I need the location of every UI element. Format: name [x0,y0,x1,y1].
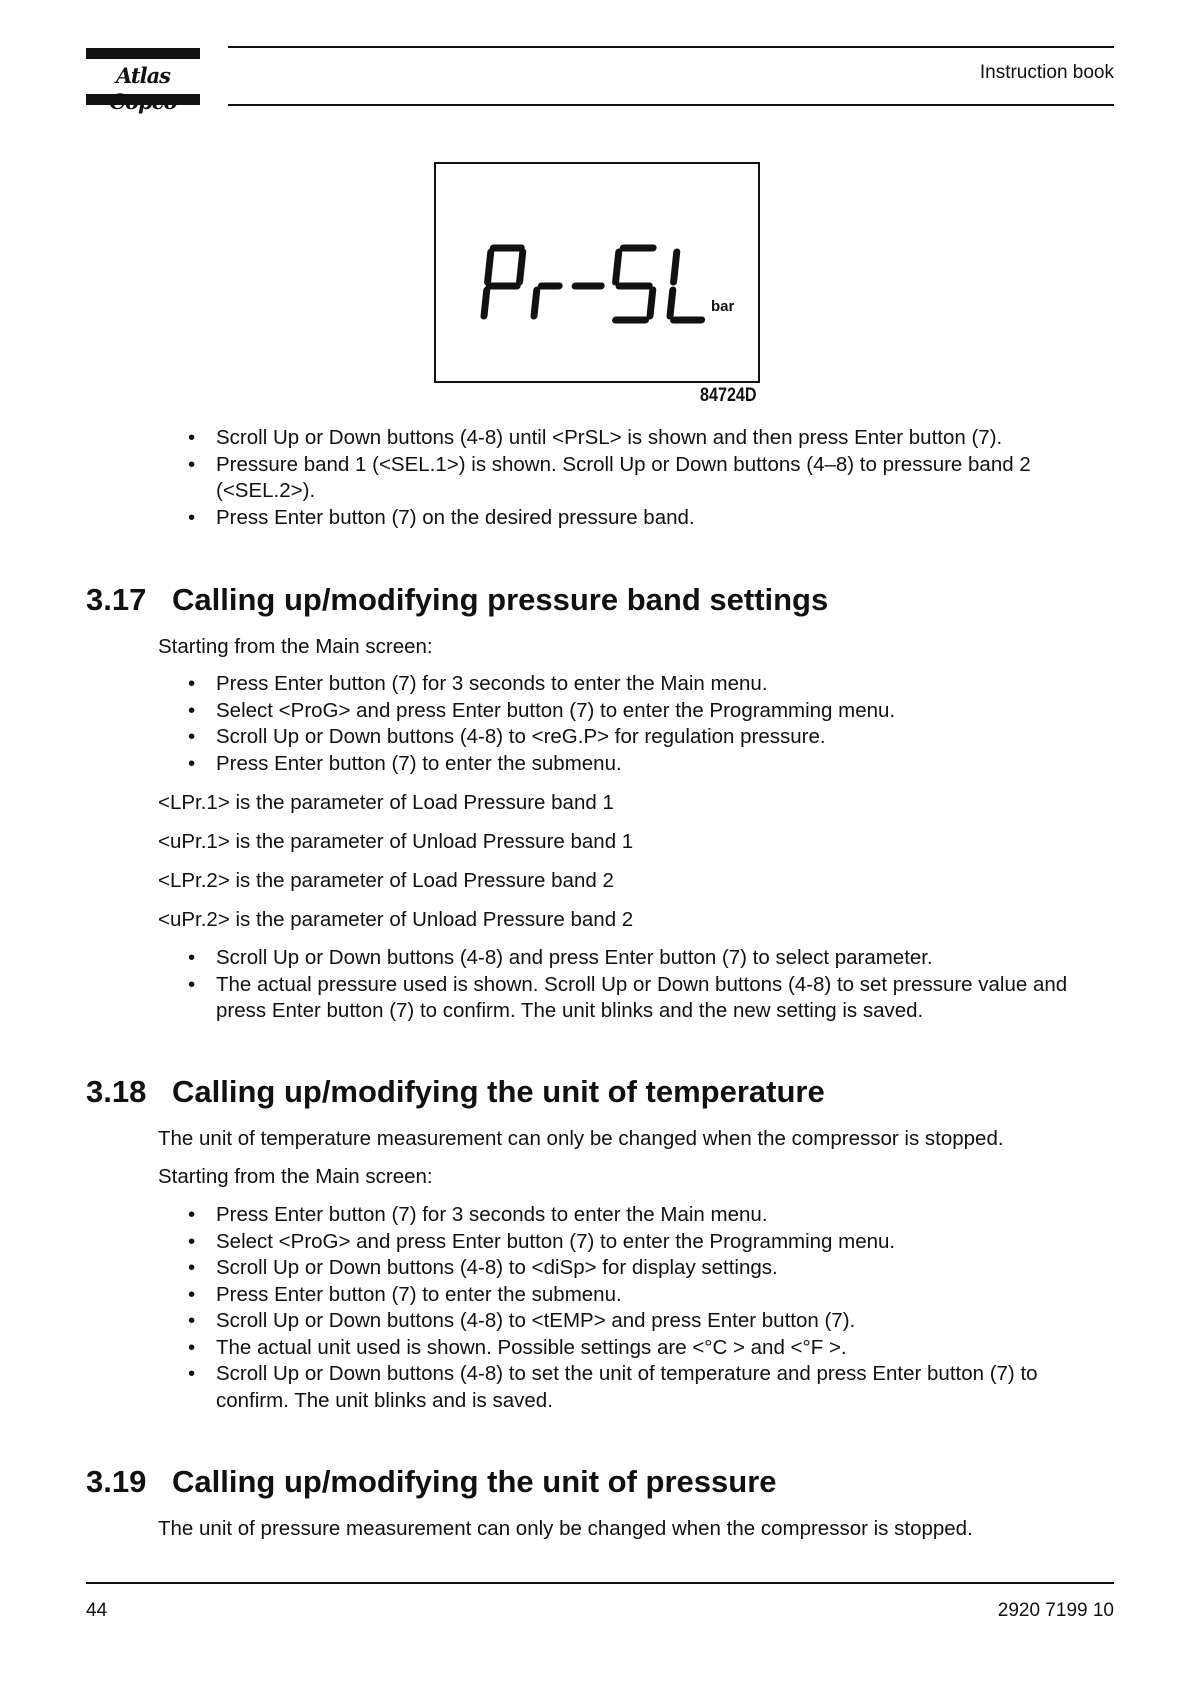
section-3-18-steps [188,1202,1093,1414]
list-item: • Press Enter button (7) for 3 seconds to enter the Main menu. [188,1202,1093,1229]
list-item: • Scroll Up or Down buttons (4-8) and press Enter button (7) to select parameter. [188,945,1093,972]
segment-letter-p [484,248,523,316]
page-number: 44 [86,1600,108,1621]
list-item: • Select <ProG> and press Enter button (7) to enter the Programming menu. [188,1229,1093,1256]
list-item: • Pressure band 1 (<SEL.1>) is shown. Scroll Up or Down buttons (4–8) to pressure band 2 (<SEL.2>). [188,452,1093,505]
header-rule-top [228,46,1114,48]
segment-letter-s [612,248,658,320]
section-heading-3-19 [86,1464,777,1500]
section-heading-3-18 [86,1074,825,1110]
display-unit-label: bar [711,298,735,315]
section-title: Calling up/modifying the unit of pressure [172,1464,777,1499]
list-item: • Press Enter button (7) for 3 seconds to enter the Main menu. [188,671,1093,698]
footer-rule [86,1582,1114,1584]
intro-bullet-list [188,425,1093,531]
segment-letter-r [534,286,559,316]
segment-letter-l [670,252,709,320]
section-3-17-intro: Starting from the Main screen: [158,635,433,658]
list-item: • Scroll Up or Down buttons (4-8) to <reG.P> for regulation pressure. [188,724,1093,751]
section-heading-3-17 [86,582,828,618]
list-item: • Scroll Up or Down buttons (4-8) until <PrSL> is shown and then press Enter button (7). [188,425,1093,452]
header-rule-bottom [228,104,1114,106]
controller-display-figure [434,162,760,383]
list-item: • Scroll Up or Down buttons (4-8) to <diSp> for display settings. [188,1255,1093,1282]
section-number: 3.18 [86,1074,147,1109]
header-title: Instruction book [979,62,1114,83]
section-3-18-intro: Starting from the Main screen: [158,1165,433,1188]
section-3-17-steps [188,671,1093,777]
section-title: Calling up/modifying pressure band settings [172,582,829,617]
list-item: • Press Enter button (7) to enter the submenu. [188,1282,1093,1309]
section-number: 3.17 [86,582,147,617]
list-item: • Scroll Up or Down buttons (4-8) to <tEMP> and press Enter button (7). [188,1308,1093,1335]
list-item: • The actual pressure used is shown. Scroll Up or Down buttons (4-8) to set pressure value and press Enter button (7) to confirm. The unit blinks and the new setting is saved. [188,972,1093,1025]
parameter-line: <LPr.2> is the parameter of Load Pressure band 2 [158,869,614,892]
atlas-copco-logo [86,48,200,105]
figure-code: 84724D [700,385,757,406]
list-item: • Select <ProG> and press Enter button (7) to enter the Programming menu. [188,698,1093,725]
section-number: 3.19 [86,1464,147,1499]
section-title: Calling up/modifying the unit of temperature [172,1074,825,1109]
document-number: 2920 7199 10 [997,1600,1114,1621]
seven-segment-display [436,164,758,381]
brand-name: Atlas [115,63,171,88]
section-3-17-steps-continued [188,945,1093,1025]
list-item: • The actual unit used is shown. Possible settings are <°C > and <°F >. [188,1335,1093,1362]
list-item: • Press Enter button (7) to enter the submenu. [188,751,1093,778]
section-3-19-note: The unit of pressure measurement can only be changed when the compressor is stopped. [158,1517,973,1540]
section-3-18-note: The unit of temperature measurement can only be changed when the compressor is stopped. [158,1127,1004,1150]
parameter-line: <uPr.1> is the parameter of Unload Pressure band 1 [158,830,634,853]
parameter-line: <uPr.2> is the parameter of Unload Pressure band 2 [158,908,634,931]
list-item: • Scroll Up or Down buttons (4-8) to set the unit of temperature and press Enter button (7) to confirm. The unit blinks and is saved. [188,1361,1093,1414]
list-item: • Press Enter button (7) on the desired pressure band. [188,505,1093,532]
parameter-line: <LPr.1> is the parameter of Load Pressure band 1 [158,791,614,814]
